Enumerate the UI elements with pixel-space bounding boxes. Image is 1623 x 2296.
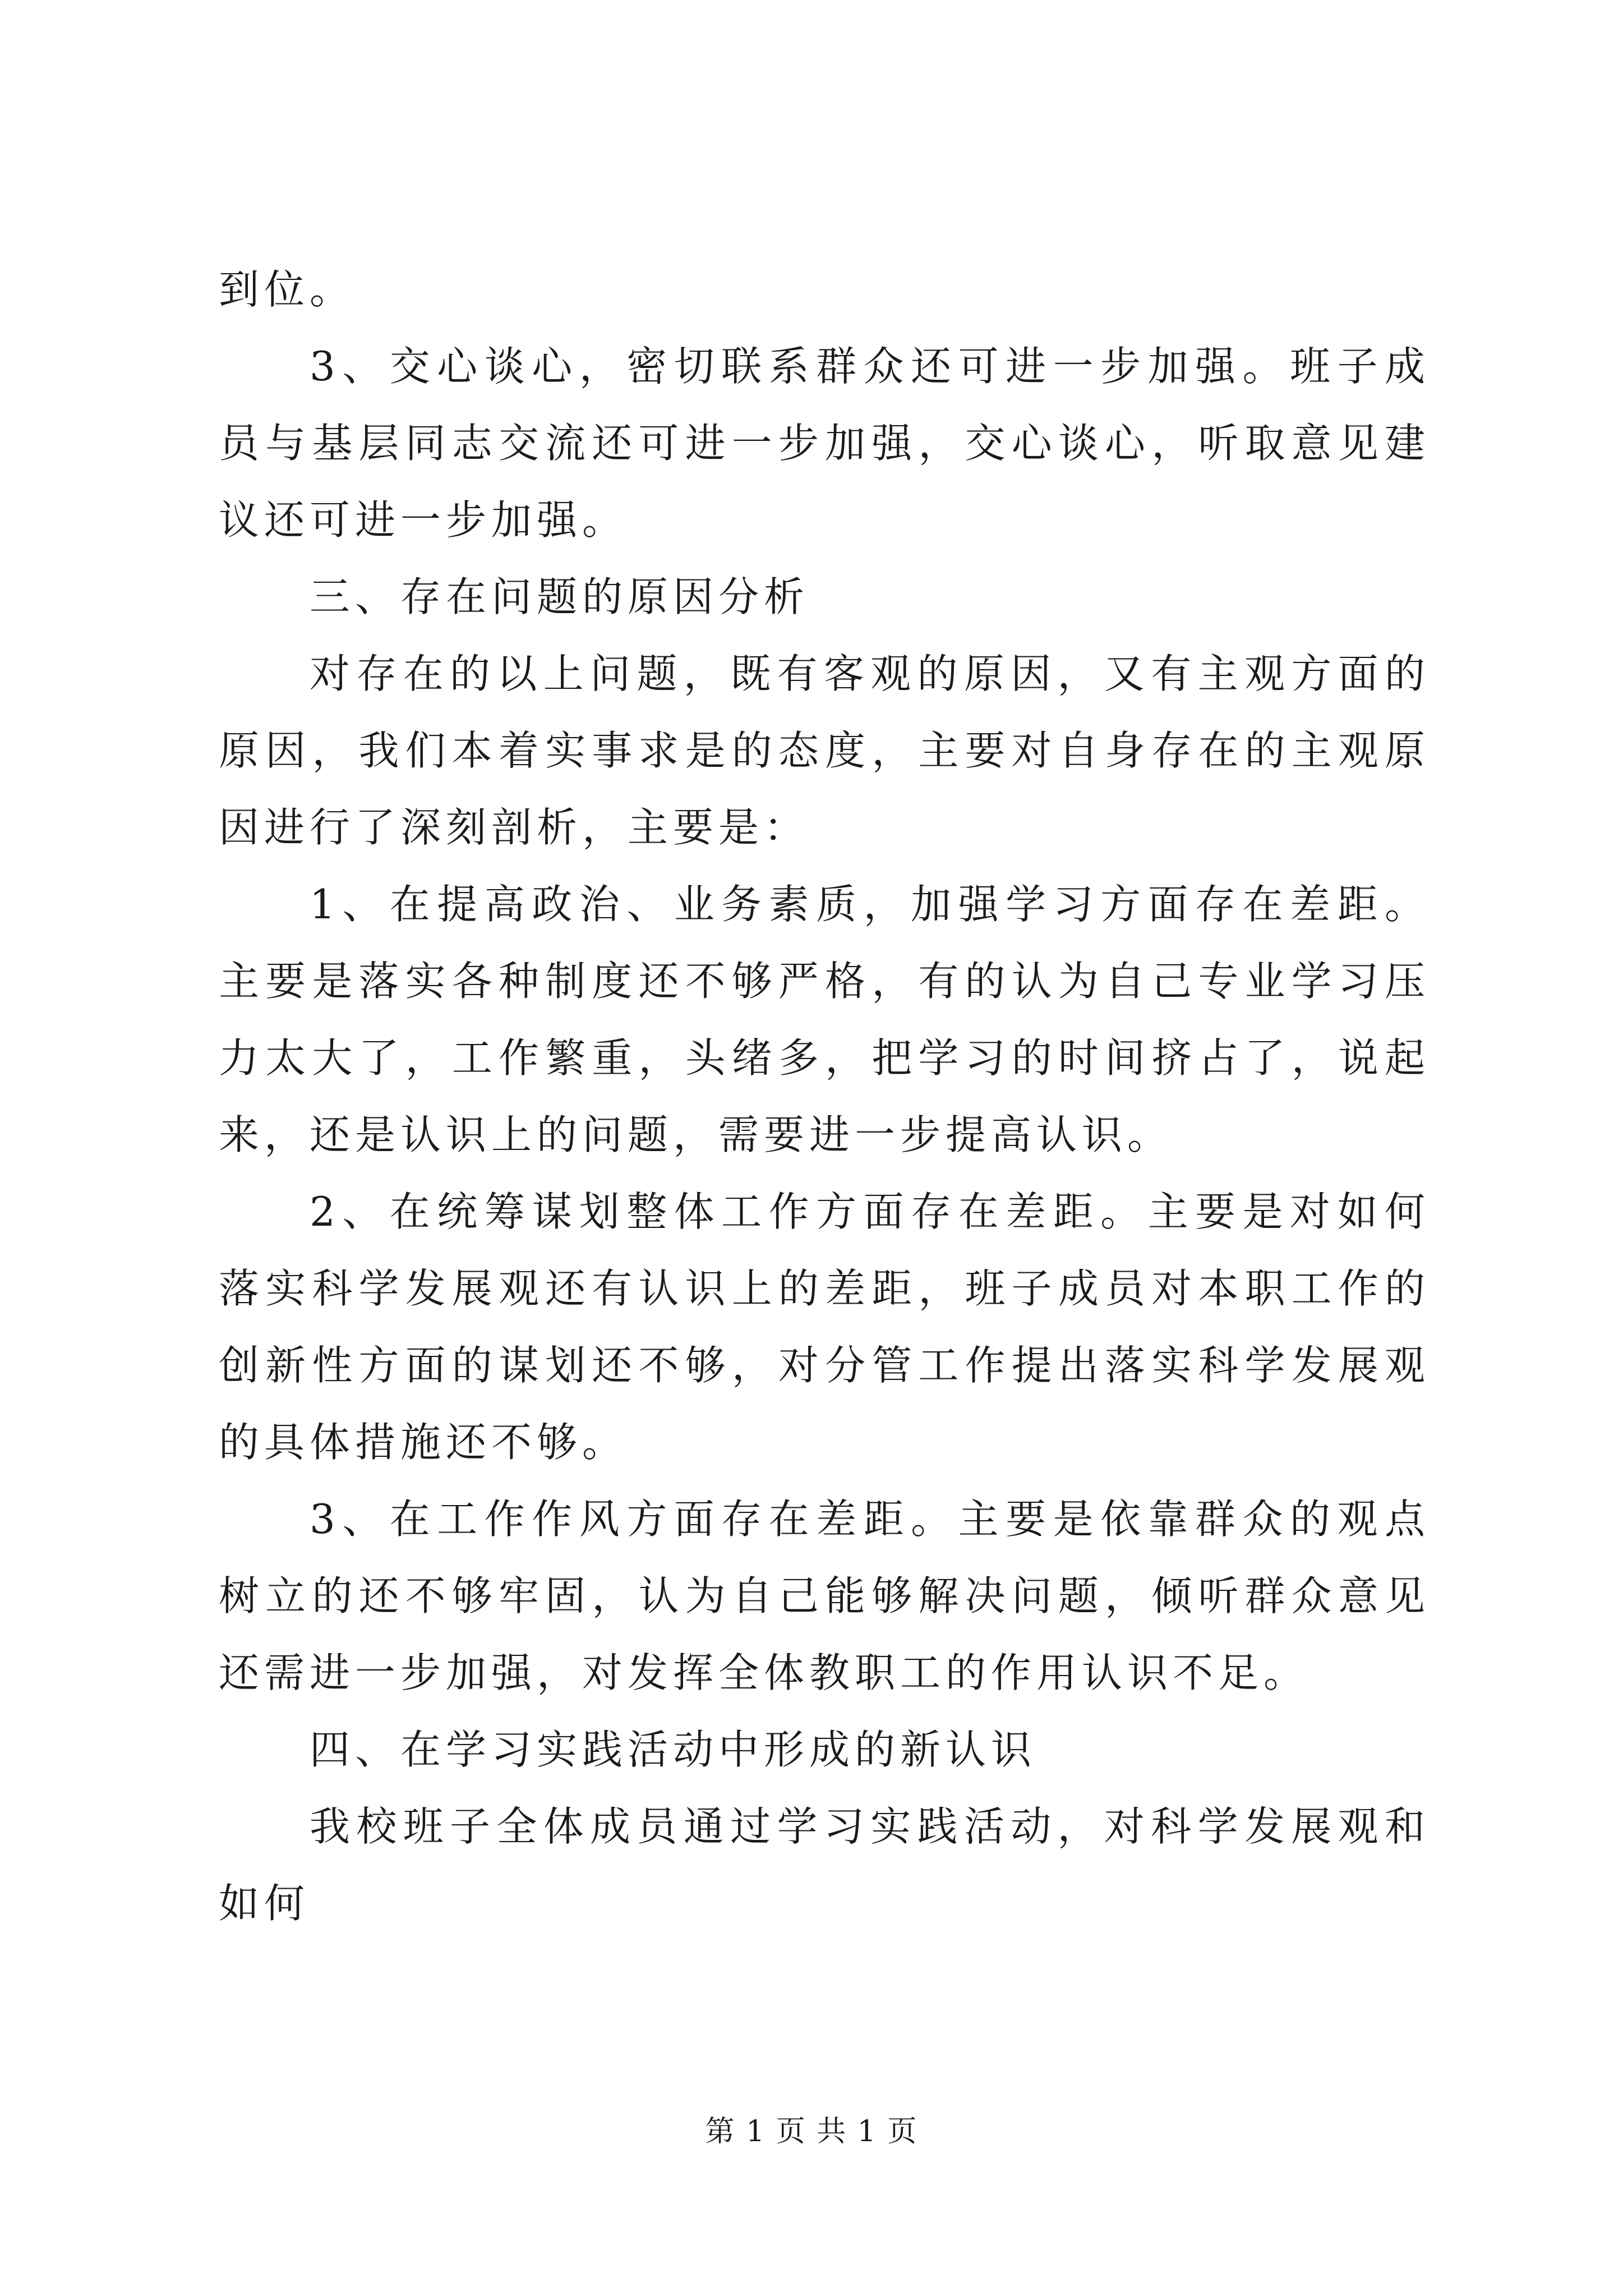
paragraph-item-2-planning: 2、在统筹谋划整体工作方面存在差距。主要是对如何落实科学发展观还有认识上的差距，班子成员对本职工作的创新性方面的谋划还不够，对分管工作提出落实科学发展观的具体措施还不够。	[219, 1188, 1430, 1466]
paragraph-item-3-style: 3、在工作作风方面存在差距。主要是依靠群众的观点树立的还不够牢固，认为自己能够解决问题，倾听群众意见还需进一步加强，对发挥全体教职工的作用认识不足。	[219, 1496, 1430, 1696]
paragraph-intro: 对存在的以上问题，既有客观的原因，又有主观方面的原因，我们本着实事求是的态度，主要对自身存在的主观原因进行了深刻剖析，主要是：	[219, 650, 1430, 851]
paragraph-conclusion-start: 我校班子全体成员通过学习实践活动，对科学发展观和如何	[219, 1803, 1430, 1927]
page-footer: 第 1 页 共 1 页	[705, 2115, 918, 2148]
section-heading-4: 四、在学习实践活动中形成的新认识	[310, 1726, 1037, 1773]
paragraph-continuation: 到位。	[219, 266, 356, 313]
paragraph-item-3-contact: 3、交心谈心，密切联系群众还可进一步加强。班子成员与基层同志交流还可进一步加强，交心谈心，听取意见建议还可进一步加强。	[219, 343, 1430, 544]
paragraph-item-1-study: 1、在提高政治、业务素质，加强学习方面存在差距。主要是落实各种制度还不够严格，有的认为自己专业学习压力太大了，工作繁重，头绪多，把学习的时间挤占了，说起来，还是认识上的问题，需要进一步提高认识。	[219, 881, 1430, 1158]
section-heading-3: 三、存在问题的原因分析	[310, 573, 810, 620]
document-body	[219, 251, 1430, 1942]
